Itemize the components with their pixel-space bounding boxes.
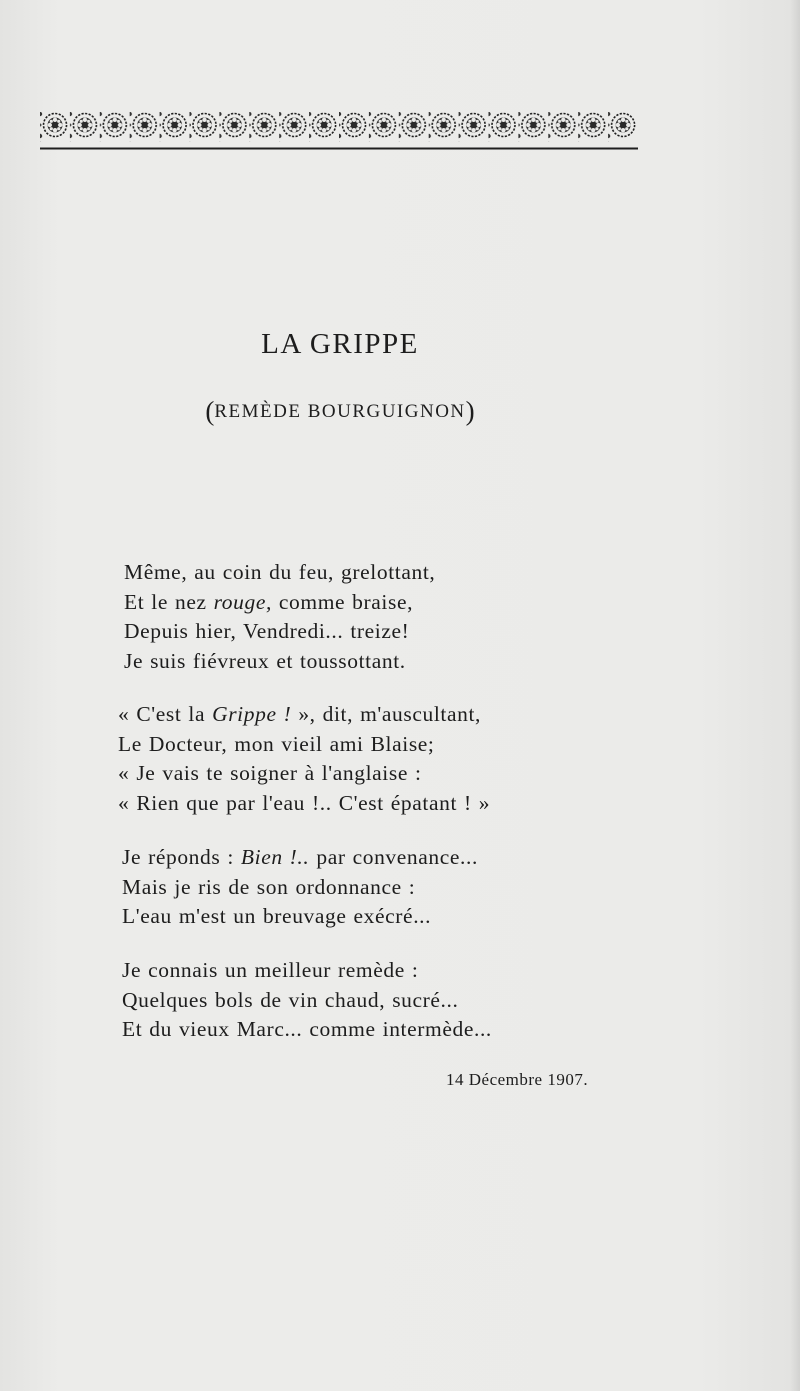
poem-date: 14 Décembre 1907. — [446, 1070, 589, 1089]
verse-text: », dit, m'auscultant, — [291, 702, 482, 726]
verse-line: Le Docteur, mon vieil ami Blaise; — [118, 731, 435, 756]
verse-text: « C'est la — [118, 702, 213, 726]
verse-line: « Je vais te soigner à l'anglaise : — [118, 761, 422, 785]
verse-text: comme braise, — [271, 589, 414, 614]
verse-line: Même, au coin du feu, grelottant, — [124, 560, 436, 584]
verse-line: « Rien que par l'eau !.. C'est épatant ! » — [118, 790, 491, 815]
verse-text: par convenance... — [309, 845, 478, 869]
verse-line: Je suis fiévreux et toussottant. — [124, 648, 406, 673]
stanza-2 — [118, 700, 490, 818]
ornamental-band — [40, 110, 638, 152]
stanza-3 — [122, 843, 478, 932]
verse-line: L'eau m'est un breuvage exécré... — [122, 904, 432, 928]
verse-line: Mais je ris de son ordonnance : — [122, 874, 416, 899]
page-edge-shadow — [790, 0, 800, 1391]
subtitle-open-paren: ( — [205, 396, 215, 426]
verse-italic: Grippe ! — [212, 702, 292, 726]
verse-line — [122, 843, 478, 873]
stanza-4 — [122, 956, 492, 1045]
verse-text: Je réponds : — [122, 845, 241, 869]
verse-text: Et le nez — [124, 589, 214, 614]
verse-line: Quelques bols de vin chaud, sucré... — [122, 987, 459, 1012]
verse-line — [124, 588, 435, 618]
verse-line — [118, 700, 490, 730]
verse-italic: rouge, — [213, 589, 272, 614]
poem-subtitle — [0, 396, 680, 427]
verse-line: Je connais un meilleur remède : — [122, 958, 419, 982]
subtitle-close-paren: ) — [465, 396, 475, 426]
stanza-1 — [124, 558, 435, 676]
poem-title: LA GRIPPE — [261, 328, 419, 360]
verse-italic: Bien !.. — [240, 845, 310, 869]
verse-line: Et du vieux Marc... comme intermède... — [122, 1017, 492, 1041]
subtitle-text: REMÈDE BOURGUIGNON — [214, 401, 466, 422]
verse-line: Depuis hier, Vendredi... treize! — [124, 619, 410, 643]
